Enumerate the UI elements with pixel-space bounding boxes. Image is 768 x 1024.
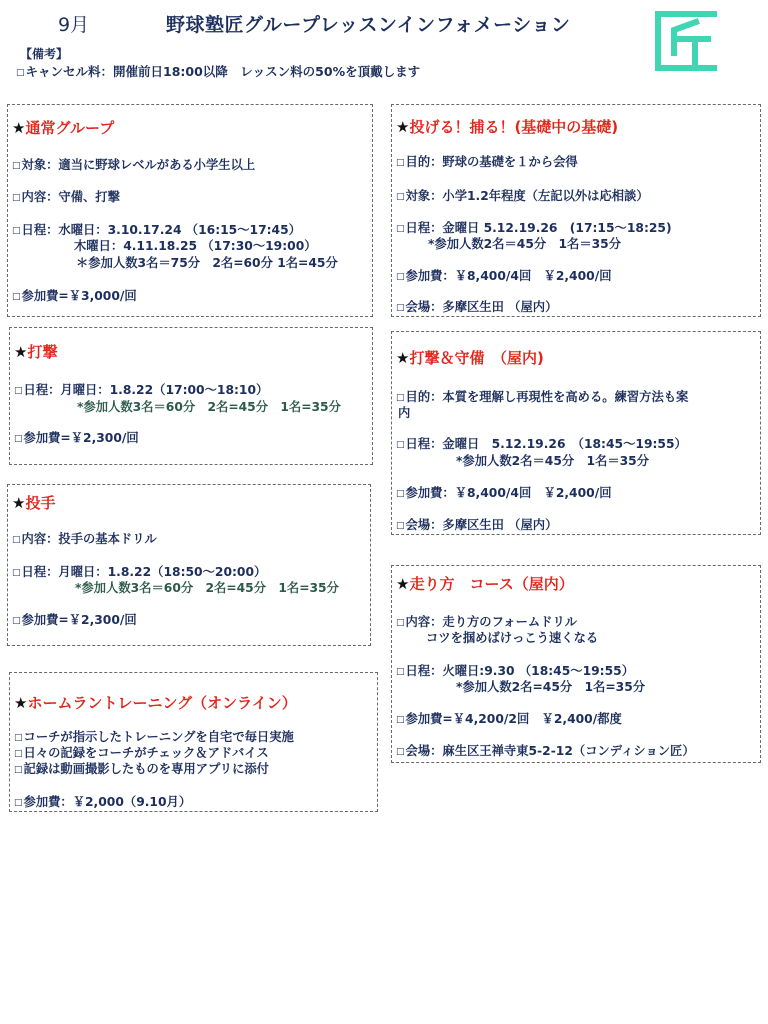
schedule-line: □日程：火曜日:9.30 （18:45〜19:55） — [396, 664, 635, 678]
participants-line: *参加人数3名＝60分 2名=45分 1名=35分 — [77, 400, 341, 414]
card-title: ★通常グループ — [12, 119, 115, 137]
description-line-3: □記録は動画撮影したものを専用アプリに添付 — [14, 762, 269, 776]
fee-line: □参加費=￥3,000/回 — [12, 289, 137, 303]
target-line: □対象：小学1.2年程度（左記以外は応相談） — [396, 189, 649, 203]
card-pitcher — [7, 484, 371, 646]
participants-line: ＊参加人数3名＝75分 2名=60分 1名=45分 — [76, 256, 338, 270]
participants-line: *参加人数2名＝45分 1名＝35分 — [456, 454, 650, 468]
fee-line: □参加費=￥4,200/2回 ￥2,400/都度 — [396, 712, 622, 726]
card-running-course — [391, 565, 761, 763]
remarks-text: □キャンセル料：開催前日18:00以降 レッスン料の50%を頂戴します — [16, 64, 421, 79]
description-line-1: □コーチが指示したトレーニングを自宅で毎日実施 — [14, 730, 294, 744]
content-line: □内容：投手の基本ドリル — [12, 532, 157, 546]
fee-line: □参加費=￥2,300/回 — [12, 613, 137, 627]
card-batting-defense — [391, 331, 761, 535]
logo-icon — [652, 9, 720, 73]
purpose-line-2: 内 — [398, 406, 411, 420]
remarks-heading: 【備考】 — [20, 47, 69, 61]
content-line-2: コツを掴めばけっこう速くなる — [426, 631, 599, 645]
fee-line: □参加費：￥8,400/4回 ￥2,400/回 — [396, 269, 612, 283]
description-line-2: □日々の記録をコーチがチェック＆アドバイス — [14, 746, 269, 760]
card-regular-group — [7, 104, 373, 317]
venue-line: □会場：多摩区生田 （屋内） — [396, 300, 558, 314]
schedule-line: □日程：金曜日 5.12.19.26 （18:45〜19:55） — [396, 437, 687, 451]
participants-line: *参加人数2名=45分 1名=35分 — [456, 680, 646, 694]
schedule-line: □日程：金曜日 5.12.19.26 (17:15〜18:25) — [396, 221, 672, 235]
card-title: ★ホームラントレーニング（オンライン） — [14, 694, 297, 712]
schedule-line: □日程：月曜日：1.8.22（18:50〜20:00） — [12, 565, 267, 579]
purpose-line: □目的：本質を理解し再現性を高める。練習方法も案 — [396, 390, 689, 404]
schedule-line-2: 木曜日：4.11.18.25 （17:30〜19:00） — [74, 239, 317, 253]
participants-line: *参加人数3名＝60分 2名=45分 1名=35分 — [75, 581, 339, 595]
fee-line: □参加費=￥2,300/回 — [14, 431, 139, 445]
page-title: 野球塾匠グループレッスンインフォメーション — [166, 14, 571, 36]
content-line: □内容：走り方のフォームドリル — [396, 615, 578, 629]
venue-line: □会場：麻生区王禅寺東5-2-12（コンディション匠） — [396, 744, 695, 758]
card-homerun-training — [9, 672, 378, 812]
card-batting — [9, 327, 373, 465]
card-title: ★投手 — [12, 494, 56, 512]
purpose-line: □目的：野球の基礎を１から会得 — [396, 155, 578, 169]
venue-line: □会場：多摩区生田 （屋内） — [396, 518, 558, 532]
card-title: ★打撃＆守備 （屋内) — [396, 349, 544, 367]
card-title: ★走り方 コース（屋内） — [396, 575, 574, 593]
card-title: ★打撃 — [14, 343, 58, 361]
participants-line: *参加人数2名＝45分 1名＝35分 — [428, 237, 622, 251]
card-title: ★投げる！捕る！(基礎中の基礎) — [396, 118, 619, 136]
target-line: □対象：適当に野球レベルがある小学生以上 — [12, 158, 256, 172]
fee-line: □参加費：￥2,000（9.10月） — [14, 795, 192, 809]
schedule-line: □日程：月曜日：1.8.22（17:00〜18:10） — [14, 383, 269, 397]
month-label: 9月 — [58, 14, 90, 36]
content-line: □内容：守備、打撃 — [12, 190, 120, 204]
schedule-line: □日程：水曜日：3.10.17.24 （16:15〜17:45） — [12, 223, 301, 237]
card-throw-catch — [391, 104, 761, 317]
fee-line: □参加費：￥8,400/4回 ￥2,400/回 — [396, 486, 612, 500]
